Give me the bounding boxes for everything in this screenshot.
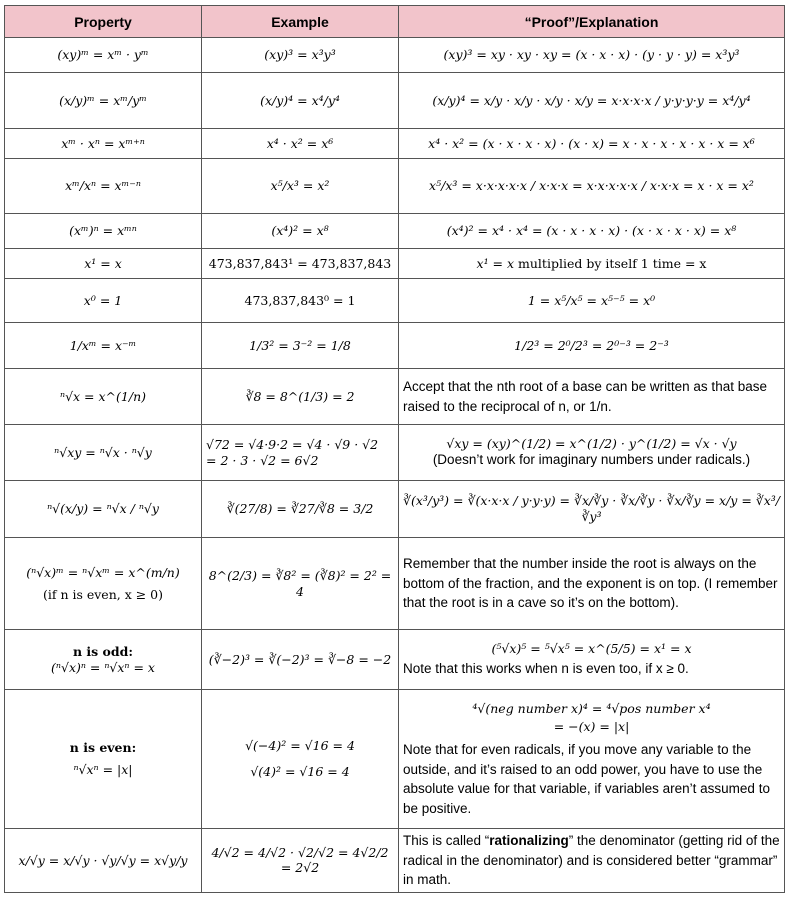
example-line: √72 = √4·9·2 = √4 · √9 · √2 <box>206 436 379 452</box>
example-line: = 2 · 3 · √2 = 6√2 <box>206 452 319 468</box>
proof-cell <box>399 425 785 481</box>
example-cell: (x⁴)² = x⁸ <box>202 214 399 249</box>
example-cell: x⁵/x³ = x² <box>202 159 399 214</box>
proof-math: x¹ = x <box>476 255 515 271</box>
proof-text-bold: rationalizing <box>489 833 569 848</box>
proof-note: Note that for even radicals, if you move any variable to the outside, and it’s raised to an odd power, you have to use the absolute value for that variable, if variables aren’t assumed to be positive. <box>403 742 770 816</box>
property-cell: (xy)ᵐ = xᵐ · yᵐ <box>5 38 202 73</box>
example-cell <box>202 690 399 829</box>
example-text: 473,837,843¹ = 473,837,843 <box>208 255 392 271</box>
example-cell: x⁴ · x² = x⁶ <box>202 129 399 159</box>
header-row <box>5 6 785 38</box>
header-property: Property <box>5 6 202 38</box>
table-row <box>5 425 785 481</box>
example-line: √(−4)² = √16 = 4 <box>245 738 355 754</box>
example-cell: ∛8 = 8^(1/3) = 2 <box>202 369 399 425</box>
property-cell: ⁿ√(x/y) = ⁿ√x / ⁿ√y <box>5 481 202 538</box>
table-row <box>5 38 785 73</box>
property-cell <box>5 630 202 690</box>
proof-note: (Doesn’t work for imaginary numbers under radicals.) <box>432 451 751 467</box>
property-cell: x⁰ = 1 <box>5 279 202 323</box>
proof-cell: x⁵/x³ = x·x·x·x·x / x·x·x = x·x·x·x·x / x·x·x = x · x = x² <box>399 159 785 214</box>
property-heading: n is odd: <box>72 643 133 659</box>
property-cell: 1/xᵐ = x⁻ᵐ <box>5 323 202 369</box>
table-row <box>5 159 785 214</box>
example-cell <box>202 425 399 481</box>
proof-cell: x⁴ · x² = (x · x · x · x) · (x · x) = x · x · x · x · x · x = x⁶ <box>399 129 785 159</box>
property-line: (ⁿ√x)ᵐ = ⁿ√xᵐ = x^(m/n) <box>26 564 180 580</box>
table-row <box>5 481 785 538</box>
example-cell: 4/√2 = 4/√2 · √2/√2 = 4√2/2 = 2√2 <box>202 829 399 893</box>
proof-cell: ∛(x³/y³) = ∛(x·x·x / y·y·y) = ∛x/∛y · ∛x/∛y · ∛x/∛y = x/y = ∛x³/∛y³ <box>399 481 785 538</box>
property-cell: (xᵐ)ⁿ = xᵐⁿ <box>5 214 202 249</box>
proof-cell: (xy)³ = xy · xy · xy = (x · x · x) · (y · y · y) = x³y³ <box>399 38 785 73</box>
proof-note: Note that this works when n is even too, if x ≥ 0. <box>403 660 689 676</box>
property-cell <box>5 538 202 630</box>
example-cell: ∛(27/8) = ∛27/∛8 = 3/2 <box>202 481 399 538</box>
table-row <box>5 690 785 829</box>
table-row <box>5 129 785 159</box>
property-condition: (if n is even, x ≥ 0) <box>42 586 164 602</box>
property-cell: ⁿ√xy = ⁿ√x · ⁿ√y <box>5 425 202 481</box>
exponent-rules-table <box>4 5 785 893</box>
proof-line: (⁵√x)⁵ = ⁵√x⁵ = x^(5/5) = x¹ = x <box>491 641 692 657</box>
table-row <box>5 538 785 630</box>
example-cell: 8^(2/3) = ∛8² = (∛8)² = 2² = 4 <box>202 538 399 630</box>
proof-text-pre: This is called “ <box>403 833 490 848</box>
proof-text-post: ” the denominator (getting rid of the radical in the denominator) and is considered better “grammar” in math. <box>403 833 780 888</box>
proof-text: multiplied by itself 1 time = x <box>518 255 707 271</box>
example-cell: (x/y)⁴ = x⁴/y⁴ <box>202 73 399 129</box>
property-heading: n is even: <box>69 740 137 756</box>
proof-cell: 1/2³ = 2⁰/2³ = 2⁰⁻³ = 2⁻³ <box>399 323 785 369</box>
proof-cell: 1 = x⁵/x⁵ = x⁵⁻⁵ = x⁰ <box>399 279 785 323</box>
proof-cell <box>399 249 785 279</box>
proof-cell: (x/y)⁴ = x/y · x/y · x/y · x/y = x·x·x·x / y·y·y·y = x⁴/y⁴ <box>399 73 785 129</box>
property-cell: xᵐ · xⁿ = xᵐ⁺ⁿ <box>5 129 202 159</box>
example-cell <box>202 249 399 279</box>
example-cell <box>202 279 399 323</box>
table-row <box>5 249 785 279</box>
table-row <box>5 369 785 425</box>
proof-cell: Remember that the number inside the root is always on the bottom of the fraction, and the exponent is on top. (I remember that the root is in a cave so it’s on the bottom). <box>399 538 785 630</box>
proof-line: = −(x) = |x| <box>553 718 630 734</box>
table-row <box>5 279 785 323</box>
header-proof: “Proof”/Explanation <box>399 6 785 38</box>
property-cell: x¹ = x <box>5 249 202 279</box>
proof-cell <box>399 630 785 690</box>
table-row <box>5 323 785 369</box>
table-row <box>5 73 785 129</box>
property-line: ⁿ√xⁿ = |x| <box>73 762 133 777</box>
proof-cell: Accept that the nth root of a base can be written as that base raised to the reciprocal of n, or 1/n. <box>399 369 785 425</box>
example-cell: (∛−2)³ = ∛(−2)³ = ∛−8 = −2 <box>202 630 399 690</box>
proof-cell <box>399 829 785 893</box>
table-row <box>5 214 785 249</box>
proof-cell <box>399 690 785 829</box>
proof-line: ⁴√(neg number x)⁴ = ⁴√pos number x⁴ <box>472 700 711 716</box>
header-example: Example <box>202 6 399 38</box>
proof-cell: (x⁴)² = x⁴ · x⁴ = (x · x · x · x) · (x · x · x · x) = x⁸ <box>399 214 785 249</box>
property-cell: ⁿ√x = x^(1/n) <box>5 369 202 425</box>
example-cell: 1/3² = 3⁻² = 1/8 <box>202 323 399 369</box>
property-cell: xᵐ/xⁿ = xᵐ⁻ⁿ <box>5 159 202 214</box>
property-cell <box>5 690 202 829</box>
example-text: 473,837,843⁰ = 1 <box>244 292 356 308</box>
example-line: √(4)² = √16 = 4 <box>250 764 350 779</box>
proof-line: √xy = (xy)^(1/2) = x^(1/2) · y^(1/2) = √x · √y <box>446 436 737 452</box>
property-cell: x/√y = x/√y · √y/√y = x√y/y <box>5 829 202 893</box>
table-row <box>5 829 785 893</box>
table-row <box>5 630 785 690</box>
example-cell: (xy)³ = x³y³ <box>202 38 399 73</box>
property-cell: (x/y)ᵐ = xᵐ/yᵐ <box>5 73 202 129</box>
property-line: (ⁿ√x)ⁿ = ⁿ√xⁿ = x <box>51 659 155 675</box>
